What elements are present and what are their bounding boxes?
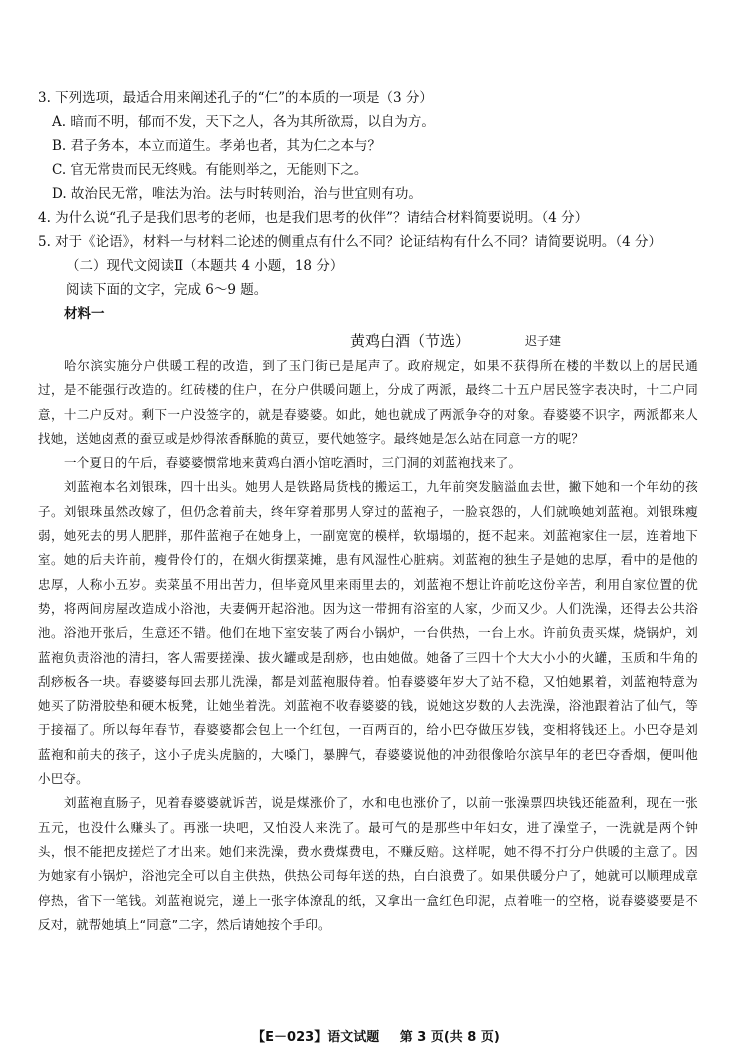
- question-3: 3. 下列选项，最适合用来阐述孔子的“仁”的本质的一项是（3 分）: [38, 90, 433, 106]
- article-author: 迟子建: [525, 334, 562, 348]
- article-paragraph: 哈尔滨实施分户供暖工程的改造，到了玉门街已是尾声了。政府规定，如果不获得所在楼的半数以上的居民通过，是不能强行改造的。红砖楼的住户，在分户供暖问题上，分成了两派，最终二十五户居民签字表决时，十二户同意，十二户反对。剩下一户没签字的，就是春婆婆。如此，她也就成了两派争夺的对象。春婆婆不识字，两派都来人找她，送她卤煮的蚕豆或是炒得浓香酥脆的黄豆，要代她签字。最终她是怎么站在同意一方的呢？: [38, 358, 698, 446]
- page-number: 第 3 页(共 8 页): [399, 1030, 500, 1045]
- article-paragraph: 刘蓝袍直肠子，见着春婆婆就诉苦，说是煤涨价了，水和电也涨价了，以前一张澡票四块钱还能盈利，现在一张五元，也没什么赚头了。再涨一块吧，又怕没人来洗了。最可气的是那些中年妇女，进了澡堂子，一洗就是两个钟头，恨不能把皮搓烂了才出来。她们来洗澡，费水费煤费电，不赚反赔。这样呢，她不得不打分户供暖的主意了。因为她家有小锅炉，浴池完全可以自主供热，供热公司每年送的热，白白浪费了。如果供暖分户了，她就可以顺理成章停热，省下一笔钱。刘蓝袍说完，递上一张字体潦乱的纸，又拿出一盒红色印泥，点着唯一的空格，说春婆婆要是不反对，就帮她填上“同意”二字，然后请她按个手印。: [38, 795, 698, 932]
- exam-code: 【E－023】语文试题: [252, 1030, 380, 1045]
- option-a: A. 暗而不明，郁而不发，天下之人，各为其所欲焉，以自为方。: [52, 114, 435, 130]
- page-footer: [0, 1029, 752, 1047]
- article-title: 黄鸡白酒（节选）: [350, 332, 471, 350]
- article-paragraph: 刘蓝袍本名刘银珠，四十出头。她男人是铁路局货栈的搬运工，九年前突发脑溢血去世，撇下她和一个年幼的孩子。刘银珠虽然改嫁了，但仍念着前夫，终年穿着那男人穿过的蓝袍子，一脸哀怨的，人们就唤她刘蓝袍。刘银珠瘦弱，她死去的男人肥胖，那件蓝袍子在她身上，一副宽宽的模样，软塌塌的，挺不起来。刘蓝袍家住一层，连着地下室。她的后夫许前，瘦骨伶仃的，在烟火街摆菜摊，患有风湿性心脏病。刘蓝袍的独生子是她的忠厚，看中的是他的忠厚，人称小五岁。卖菜虽不用出苦力，但毕竟风里来雨里去的，刘蓝袍不想让许前吃这份辛苦，利用自家位置的优势，将两间房屋改造成小浴池，夫妻俩开起浴池。因为这一带拥有浴室的人家，少而又少。人们洗澡，还得去公共浴池。浴池开张后，生意还不错。他们在地下室安装了两台小锅炉，一台供热，一台上水。许前负责买煤，烧锅炉，刘蓝袍负责浴池的清扫，客人需要搓澡、拔火罐或是刮痧，也由她做。她备了三四十个大大小小的火罐，玉质和牛角的刮痧板各一块。春婆婆每回去那儿洗澡，都是刘蓝袍服侍着。怕春婆婆年岁大了站不稳，又怕她累着，刘蓝袍特意为她买了防滑胶垫和硬木板凳，让她坐着洗。刘蓝袍不收春婆婆的钱，说她这岁数的人去洗澡，浴池跟着沾了仙气，等于接福了。所以每年春节，春婆婆都会包上一个红包，一百两百的，给小巴夺做压岁钱，变相将钱还上。小巴夺是刘蓝袍和前夫的孩子，这小子虎头虎脑的，大嗓门，暴脾气，春婆婆说他的冲劲很像哈尔滨早年的老巴夺香烟，便叫他小巴夺。: [38, 479, 698, 787]
- section-heading: （二）现代文阅读Ⅱ（本题共 4 小题，18 分）: [66, 258, 344, 274]
- option-d: D. 故治民无常，唯法为治。法与时转则治，治与世宜则有功。: [52, 186, 422, 202]
- option-c: C. 官无常贵而民无终贱。有能则举之，无能则下之。: [52, 162, 368, 178]
- section-instruction: 阅读下面的文字，完成 6～9 题。: [66, 282, 268, 298]
- article-title-row: [38, 328, 698, 354]
- option-b: B. 君子务本，本立而道生。孝弟也者，其为仁之本与？: [52, 138, 382, 154]
- question-5: 5. 对于《论语》，材料一与材料二论述的侧重点有什么不同？论证结构有什么不同？请简要说明。（4 分）: [38, 234, 663, 250]
- article-paragraph: 一个夏日的午后，春婆婆惯常地来黄鸡白酒小馆吃酒时，三门洞的刘蓝袍找来了。: [64, 455, 522, 471]
- material-label: 材料一: [64, 306, 105, 322]
- question-4: 4. 为什么说“孔子是我们思考的老师，也是我们思考的伙伴”？请结合材料简要说明。（4 分）: [38, 210, 589, 226]
